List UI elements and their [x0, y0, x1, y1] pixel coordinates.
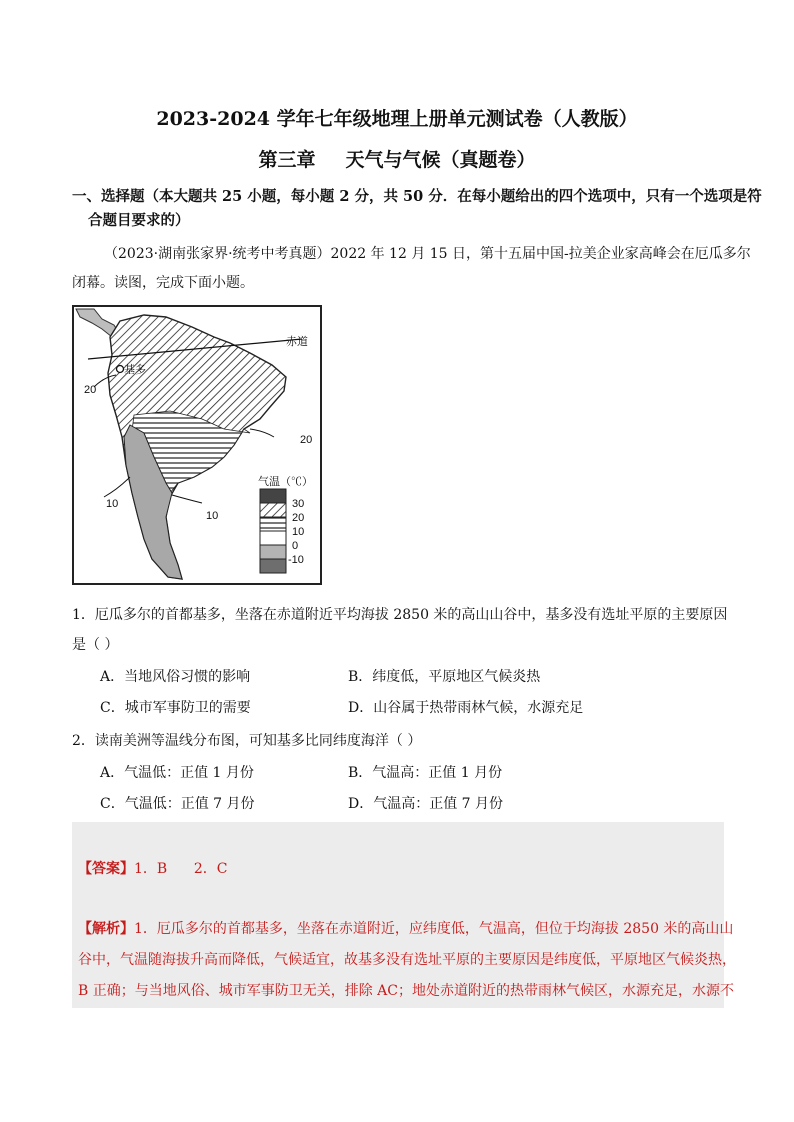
equator-label: 赤道: [286, 336, 308, 348]
analysis-tag: 【解析】: [78, 921, 134, 937]
south-america-isotherm-map: [72, 305, 322, 585]
question-1-option-d: D．山谷属于热带雨林气候，水源充足: [348, 700, 584, 716]
analysis-text-1: 1．厄瓜多尔的首都基多，坐落在赤道附近，应纬度低，气温高，但位于均海拔 2850 米的高山山: [134, 921, 734, 937]
question-2-option-b: B．气温高：正值 1 月份: [348, 765, 503, 781]
legend-value: 20: [292, 512, 305, 524]
answer-panel: [72, 822, 736, 1008]
isotherm-label: 10: [106, 498, 119, 510]
question-2-option-c: C．气温低：正值 7 月份: [100, 796, 255, 812]
question-2-option-d: D．气温高：正值 7 月份: [348, 796, 504, 812]
analysis-line-3: B 正确；与当地风俗、城市军事防卫无关，排除 AC；地处赤道附近的热带雨林气候区，水源充足，水源不: [78, 983, 735, 999]
answer-text: 1．B 2．C: [134, 861, 228, 877]
legend-value: -10: [288, 554, 304, 566]
question-1-option-c: C．城市军事防卫的需要: [100, 700, 251, 716]
legend-value: 30: [292, 498, 305, 510]
analysis-line-2: 谷中，气温随海拔升高而降低，气候适宜，故基多没有选址平原的主要原因是纬度低，平原地区气候炎热，: [78, 952, 736, 968]
section-heading-cont: 合题目要求的）: [88, 212, 190, 229]
chapter-title: 天气与气候（真题卷）: [345, 149, 536, 171]
legend-value: 0: [292, 540, 299, 552]
question-intro: （2023·湖南张家界·统考中考真题）2022 年 12 月 15 日，第十五届中国-拉美企业家高峰会在厄瓜多尔: [104, 246, 751, 262]
page-title: 2023-2024 学年七年级地理上册单元测试卷（人教版）: [156, 108, 638, 130]
answer-tag: 【答案】: [78, 861, 134, 877]
question-1-option-a: A．当地风俗习惯的影响: [100, 669, 251, 685]
isotherm-label: 20: [84, 384, 97, 396]
isotherm-label: 10: [206, 510, 219, 522]
legend-value: 10: [292, 526, 305, 538]
quito-label: 基多: [124, 364, 146, 376]
question-2-stem: 2．读南美洲等温线分布图，可知基多比同纬度海洋（ ）: [72, 733, 422, 749]
section-heading: 一、选择题（本大题共 25 小题，每小题 2 分，共 50 分．在每小题给出的四个选项中，只有一个选项是符: [72, 188, 762, 205]
question-intro-cont: 闭幕。读图，完成下面小题。: [72, 275, 254, 291]
question-1-option-b: B．纬度低，平原地区气候炎热: [348, 669, 541, 685]
analysis-line-1: [78, 918, 733, 938]
chapter-heading: [0, 145, 794, 172]
isotherm-label: 20: [300, 434, 313, 446]
quito-marker: [117, 366, 124, 373]
question-1-stem: 1．厄瓜多尔的首都基多，坐落在赤道附近平均海拔 2850 米的高山山谷中，基多没有选址平原的主要原因: [72, 607, 728, 623]
map-svg: [74, 307, 320, 583]
question-1-stem-cont: 是（ ）: [72, 637, 119, 653]
chapter-number: 第三章: [258, 149, 316, 171]
legend-title: 气温（℃）: [258, 476, 313, 488]
question-2-option-a: A．气温低：正值 1 月份: [100, 765, 254, 781]
answer-line: [78, 858, 228, 878]
